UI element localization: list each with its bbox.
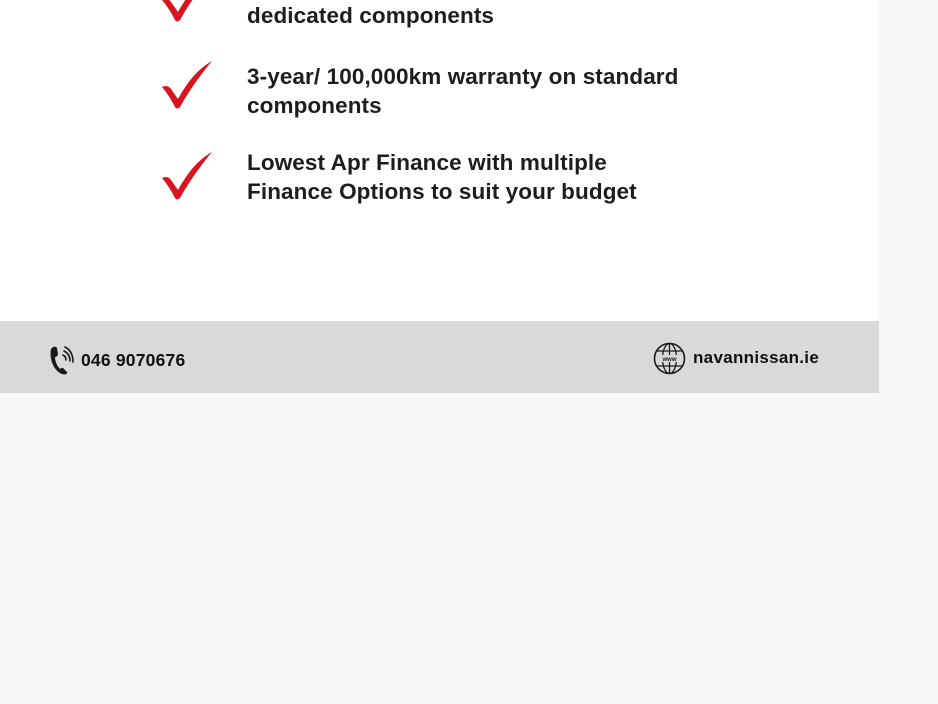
benefit-line: Lowest Apr Finance with multiple [247,150,607,175]
benefit-text [247,1,494,30]
benefit-line: Finance Options to suit your budget [247,179,637,204]
benefit-text [247,148,637,206]
checkmark-icon [160,0,214,22]
benefit-line: components [247,93,382,118]
phone-icon [48,345,74,375]
benefit-item [160,0,840,32]
benefit-line: 3-year/ 100,000km warranty on standard [247,64,679,89]
phone-contact[interactable] [48,345,185,375]
contact-bar [0,321,879,393]
phone-number[interactable]: 046 9070676 [81,349,186,370]
globe-icon [653,342,686,375]
benefit-text [247,62,679,120]
checkmark-icon [160,59,214,109]
benefit-item [160,59,840,119]
benefit-item [160,150,840,210]
website-link[interactable]: navannissan.ie [693,348,820,367]
benefit-line: dedicated components [247,3,495,28]
svg-text:www: www [662,356,677,363]
website-contact[interactable] [653,341,819,375]
checkmark-icon [160,150,214,200]
